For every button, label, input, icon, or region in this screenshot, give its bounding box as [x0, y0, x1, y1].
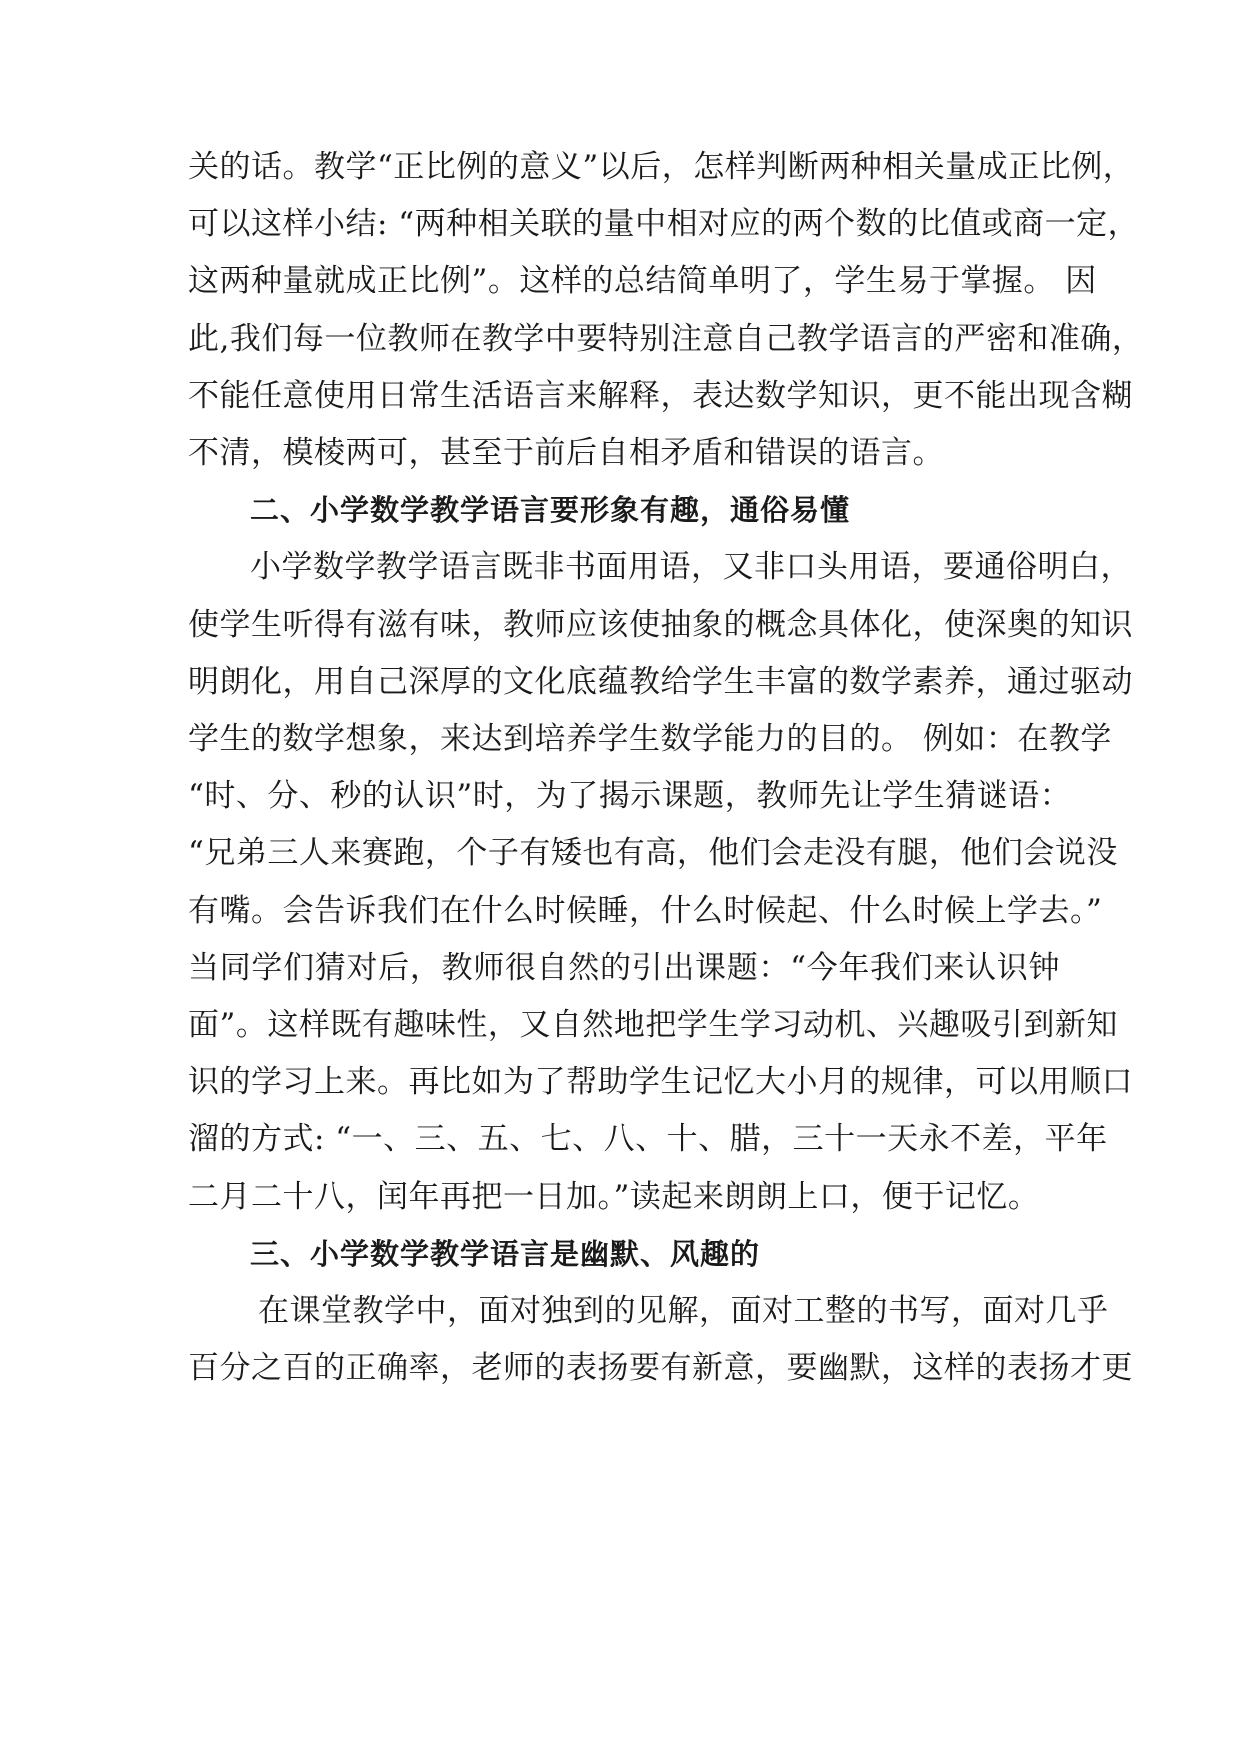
text-line: 不能任意使用日常生活语言来解释，表达数学知识，更不能出现含糊: [188, 378, 1133, 414]
text-line: 关的话。教学“正比例的意义”以后，怎样判断两种相关量成正比例，: [188, 149, 1135, 185]
text-line: “时、分、秒的认识”时，为了揭示课题，教师先让学生猜谜语：: [188, 778, 1072, 814]
text-line: 使学生听得有滋有味，教师应该使抽象的概念具体化，使深奥的知识: [188, 607, 1133, 643]
section-heading: 二、小学数学教学语言要形象有趣，通俗易懂: [250, 493, 851, 527]
text-line: 二月二十八，闰年再把一日加。”读起来朗朗上口，便于记忆。: [188, 1179, 1040, 1215]
text-line: 此,我们每一位教师在教学中要特别注意自己教学语言的严密和准确，: [188, 321, 1144, 357]
text-line: 面”。这样既有趣味性，又自然地把学生学习动机、兴趣吸引到新知: [188, 1007, 1118, 1043]
text-line: 在课堂教学中，面对独到的见解，面对工整的书写，面对几乎: [258, 1293, 1109, 1329]
text-line: “兄弟三人来赛跑，个子有矮也有高，他们会走没有腿，他们会说没: [188, 835, 1118, 871]
text-line: 不清，模棱两可，甚至于前后自相矛盾和错误的语言。: [188, 435, 944, 471]
text-line: 当同学们猜对后，教师很自然的引出课题：“今年我们来认识钟: [188, 950, 1060, 986]
text-line: 小学数学教学语言既非书面用语，又非口头用语，要通俗明白，: [250, 549, 1132, 585]
text-line: 识的学习上来。再比如为了帮助学生记忆大小月的规律，可以用顺口: [188, 1064, 1133, 1100]
text-line: 可以这样小结: “两种相关联的量中相对应的两个数的比值或商一定，: [188, 206, 1140, 242]
text-line: 学生的数学想象，来达到培养学生数学能力的目的。 例如：在教学: [188, 721, 1112, 757]
text-line: 溜的方式: “一、三、五、七、八、十、腊，三十一天永不差，平年: [188, 1121, 1108, 1157]
text-line: 这两种量就成正比例”。这样的总结简单明了，学生易于掌握。 因: [188, 263, 1097, 299]
text-line: 有嘴。会告诉我们在什么时候睡，什么时候起、什么时候上学去。”: [188, 893, 1103, 929]
section-heading: 三、小学数学教学语言是幽默、风趣的: [250, 1237, 761, 1271]
text-line: 百分之百的正确率，老师的表扬要有新意，要幽默，这样的表扬才更: [188, 1350, 1133, 1386]
text-line: 明朗化，用自己深厚的文化底蕴教给学生丰富的数学素养，通过驱动: [188, 664, 1133, 700]
